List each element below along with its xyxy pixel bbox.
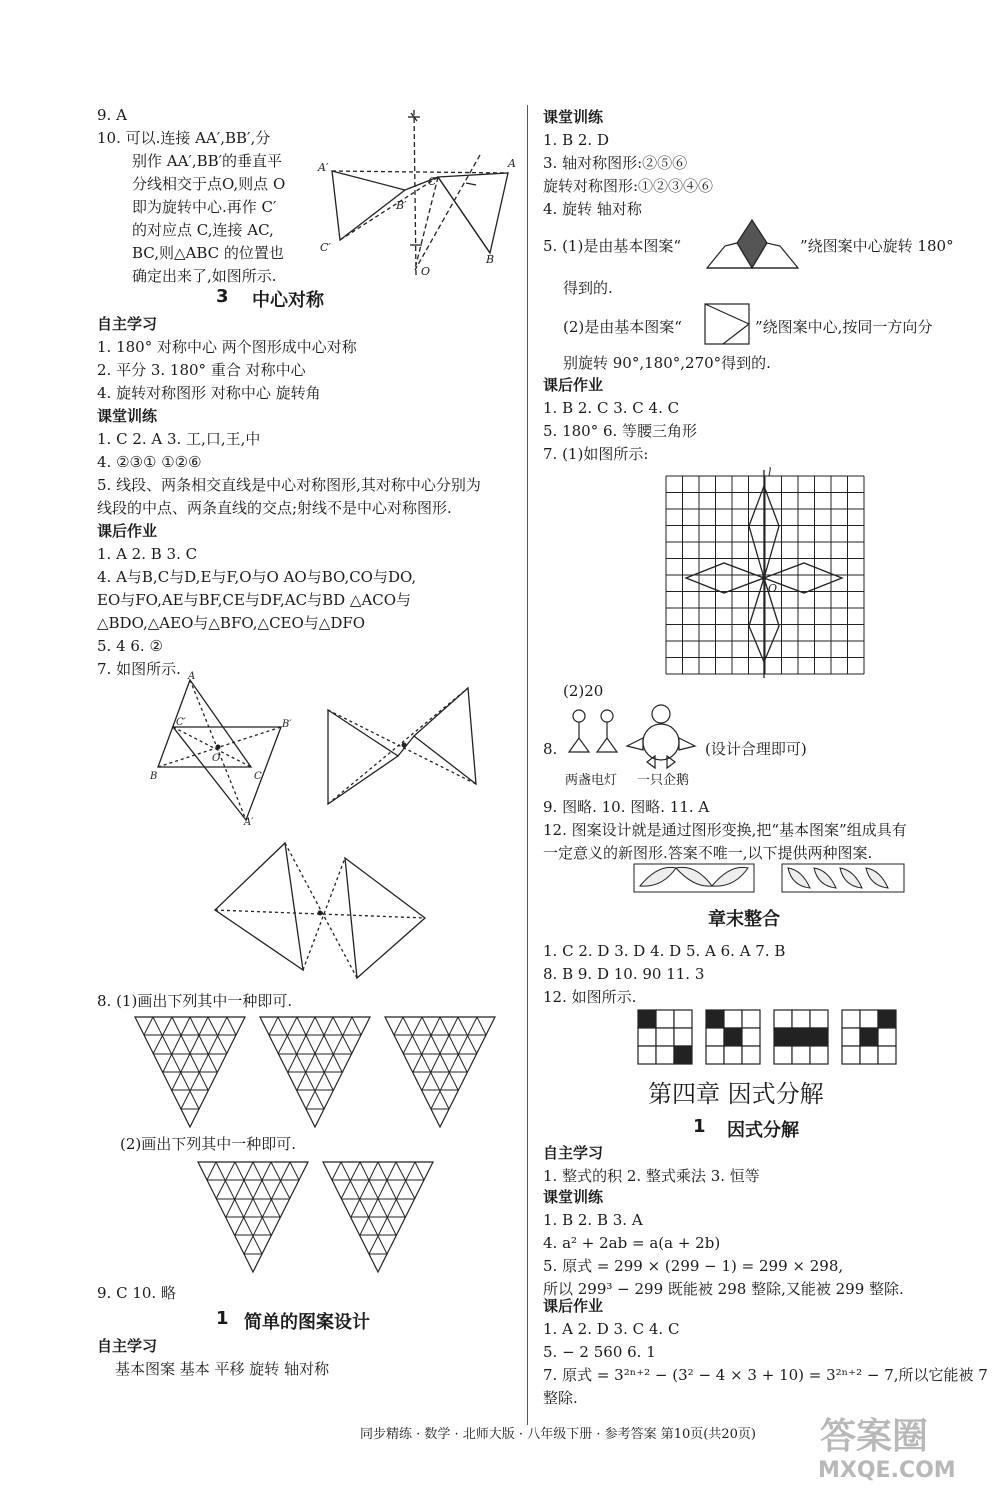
answer-q7b: (2)20 bbox=[563, 682, 604, 700]
heading-ketang: 课堂训练 bbox=[97, 407, 158, 425]
pattern-cell bbox=[742, 1010, 760, 1028]
pattern-cell bbox=[638, 1046, 656, 1064]
kh-line: EO与FO,AE与BF,CE与DF,AC与BD △ACO与 bbox=[97, 591, 412, 609]
zz-line: 1. 180° 对称中心 两个图形成中心对称 bbox=[97, 338, 357, 356]
pattern-cell bbox=[878, 1010, 896, 1028]
kt-line: 3. 轴对称图形:②⑤⑥ bbox=[543, 154, 688, 172]
caption-penguin: 一只企鹅 bbox=[637, 773, 690, 788]
pattern-cell bbox=[656, 1046, 674, 1064]
pattern-cell bbox=[724, 1028, 742, 1046]
label-l: l bbox=[768, 466, 772, 479]
pattern-cell bbox=[706, 1046, 724, 1064]
pattern-cell bbox=[774, 1046, 792, 1064]
basic-pattern-square bbox=[703, 302, 753, 347]
grid-figure bbox=[664, 466, 864, 681]
kh-line: △BDO,△AEO与△BFO,△CEO与△DFO bbox=[97, 614, 366, 632]
label-b-prime: B′ bbox=[396, 199, 407, 212]
pattern-cell bbox=[656, 1028, 674, 1046]
q5a-post: ”绕图案中心旋转 180° bbox=[800, 237, 954, 255]
pattern-cell bbox=[674, 1046, 692, 1064]
pattern-cell bbox=[842, 1010, 860, 1028]
label: B bbox=[150, 771, 158, 782]
label: A′ bbox=[244, 817, 254, 828]
kh-line: 1. B 2. C 3. C 4. C bbox=[543, 399, 680, 417]
answer-q8b: (2)画出下列其中一种即可. bbox=[120, 1135, 297, 1153]
label: O bbox=[212, 753, 221, 764]
central-symmetry-figure-1 bbox=[148, 671, 298, 828]
pattern-cell bbox=[674, 1010, 692, 1028]
kh-line: 整除. bbox=[543, 1389, 578, 1407]
label-o: O bbox=[421, 265, 431, 278]
kh-line: 5. 4 6. ② bbox=[97, 637, 163, 655]
answer-q9-11: 9. 图略. 10. 图略. 11. A bbox=[543, 798, 710, 816]
pattern-cell bbox=[860, 1046, 878, 1064]
pattern-cell bbox=[878, 1046, 896, 1064]
heading-kehou: 课后作业 bbox=[543, 376, 604, 394]
watermark-url: MXQE.COM bbox=[818, 1458, 956, 1483]
zm-line: 12. 如图所示. bbox=[543, 988, 637, 1006]
zz-line: 2. 平分 3. 180° 重合 对称中心 bbox=[97, 361, 306, 379]
q12-line: 一定意义的新图形.答案不唯一,以下提供两种图案. bbox=[543, 844, 873, 862]
leaf-patterns bbox=[632, 862, 907, 894]
section-title: 因式分解 bbox=[727, 1120, 799, 1141]
label-c-prime: C′ bbox=[320, 241, 331, 254]
kt-line: 1. B 2. B 3. A bbox=[543, 1211, 643, 1229]
kt-line: 4. ②③① ①②⑥ bbox=[97, 453, 202, 471]
zz-line: 基本图案 基本 平移 旋转 轴对称 bbox=[115, 1360, 330, 1378]
kh-line: 4. A与B,C与D,E与F,O与O AO与BO,CO与DO, bbox=[97, 568, 417, 586]
q10-line: 分线相交于点O,则点 O bbox=[132, 175, 286, 193]
pattern-cell bbox=[810, 1046, 828, 1064]
pattern-cell bbox=[638, 1010, 656, 1028]
label: C′ bbox=[176, 717, 186, 728]
pattern-cell bbox=[792, 1010, 810, 1028]
kh-line: 7. 如图所示. bbox=[97, 660, 181, 678]
pattern-cell bbox=[842, 1046, 860, 1064]
pattern-cell bbox=[706, 1028, 724, 1046]
heading-zizhu: 自主学习 bbox=[97, 1337, 158, 1355]
q10-line: 即为旋转中心.再作 C′ bbox=[132, 198, 277, 216]
section-title: 中心对称 bbox=[252, 290, 324, 311]
pattern-cell bbox=[706, 1010, 724, 1028]
pattern-cell bbox=[674, 1028, 692, 1046]
column-divider bbox=[527, 105, 528, 1425]
label-a: A bbox=[508, 157, 516, 170]
pattern-cell bbox=[878, 1028, 896, 1046]
kt-line: 4. 旋转 轴对称 bbox=[543, 200, 642, 218]
central-symmetry-figure-2 bbox=[318, 682, 493, 810]
heading-zizhu: 自主学习 bbox=[97, 315, 158, 333]
rotation-figure bbox=[310, 105, 525, 280]
pattern-cell bbox=[792, 1046, 810, 1064]
kh-line: 7. (1)如图所示: bbox=[543, 445, 649, 463]
kh-line: 1. A 2. D 3. C 4. C bbox=[543, 1320, 680, 1338]
kt-line: 1. B 2. D bbox=[543, 131, 609, 149]
heading-kehou: 课后作业 bbox=[97, 522, 158, 540]
label-c: C bbox=[428, 175, 437, 188]
label: C bbox=[254, 771, 262, 782]
q5b-post: ”绕图案中心,按同一方向分 bbox=[755, 318, 933, 336]
kt-line: 5. 线段、两条相交直线是中心对称图形,其对称中心分别为 bbox=[97, 476, 481, 494]
pattern-cell bbox=[774, 1010, 792, 1028]
pattern-cell bbox=[742, 1028, 760, 1046]
caption-lamps: 两盏电灯 bbox=[565, 773, 618, 788]
kh-line: 1. A 2. B 3. C bbox=[97, 545, 198, 563]
triangle-pattern-set-1 bbox=[135, 1013, 515, 1133]
section-title: 简单的图案设计 bbox=[244, 1312, 370, 1333]
kt-line: 4. a² + 2ab = a(a + 2b) bbox=[543, 1234, 721, 1252]
q10-line: 确定出来了,如图所示. bbox=[132, 267, 277, 285]
section-num: 1 bbox=[693, 1116, 706, 1137]
kh-line: 5. 180° 6. 等腰三角形 bbox=[543, 422, 698, 440]
triangle-pattern-set-2 bbox=[198, 1158, 438, 1278]
heading-ketang: 课堂训练 bbox=[543, 1188, 604, 1206]
zm-line: 8. B 9. D 10. 90 11. 3 bbox=[543, 965, 705, 983]
central-symmetry-figure-3 bbox=[205, 838, 435, 988]
kt-line: 旋转对称图形:①②③④⑥ bbox=[543, 177, 714, 195]
kt-line: 1. C 2. A 3. 工,口,王,中 bbox=[97, 430, 261, 448]
pattern-cell bbox=[742, 1046, 760, 1064]
label-a-prime: A′ bbox=[318, 161, 329, 174]
pattern-cell bbox=[656, 1010, 674, 1028]
q10-line: 10. 可以.连接 AA′,BB′,分 bbox=[97, 129, 271, 147]
q5a-pre: 5. (1)是由基本图案“ bbox=[543, 237, 681, 255]
kh-line: 5. − 2 560 6. 1 bbox=[543, 1343, 656, 1361]
pattern-cell bbox=[860, 1010, 878, 1028]
pattern-cell bbox=[774, 1028, 792, 1046]
watermark-logo: 答案圈 bbox=[820, 1416, 929, 1457]
design-lamps-penguin bbox=[565, 702, 705, 772]
answer-q8a: 8. (1)画出下列其中一种即可. bbox=[97, 992, 293, 1010]
kh-line: 7. 原式 = 3²ⁿ⁺² − (3² − 4 × 3 + 10) = 3²ⁿ⁺² − 7,所以它能被 7 bbox=[543, 1366, 988, 1384]
q10-line: 的对应点 C,连接 AC, bbox=[132, 221, 274, 239]
section-num: 1 bbox=[216, 1308, 229, 1329]
answer-q9: 9. A bbox=[97, 106, 127, 124]
chapter-summary-title: 章末整合 bbox=[708, 909, 780, 930]
section-num: 3 bbox=[216, 286, 229, 307]
zz-line: 1. 整式的积 2. 整式乘法 3. 恒等 bbox=[543, 1167, 760, 1185]
q10-line: BC,则△ABC 的位置也 bbox=[132, 244, 284, 262]
page-footer: 同步精练 · 数学 · 北师大版 · 八年级下册 · 参考答案 第10页(共20页) bbox=[360, 1427, 756, 1442]
label-o: O bbox=[768, 582, 778, 595]
pattern-cell bbox=[842, 1028, 860, 1046]
chapter-title: 第四章 因式分解 bbox=[648, 1080, 824, 1108]
pattern-cell bbox=[860, 1028, 878, 1046]
pattern-cell bbox=[724, 1010, 742, 1028]
heading-zizhu: 自主学习 bbox=[543, 1144, 604, 1162]
pattern-cell bbox=[724, 1046, 742, 1064]
zm-line: 1. C 2. D 3. D 4. D 5. A 6. A 7. B bbox=[543, 942, 786, 960]
q5b-end: 别旋转 90°,180°,270°得到的. bbox=[563, 354, 771, 372]
kt-line: 所以 299³ − 299 既能被 298 整除,又能被 299 整除. bbox=[543, 1280, 904, 1298]
kt-line: 线段的中点、两条直线的交点;射线不是中心对称图形. bbox=[97, 499, 452, 517]
heading-kehou: 课后作业 bbox=[543, 1297, 604, 1315]
q5a-end: 得到的. bbox=[563, 279, 613, 297]
q12-line: 12. 图案设计就是通过图形变换,把“基本图案”组成具有 bbox=[543, 821, 907, 839]
answer-q9-10: 9. C 10. 略 bbox=[97, 1284, 176, 1302]
label: B′ bbox=[282, 719, 292, 730]
pattern-cell bbox=[810, 1010, 828, 1028]
square-grid-patterns bbox=[636, 1008, 911, 1068]
basic-pattern-diamond bbox=[705, 218, 800, 276]
label-b: B bbox=[486, 253, 495, 266]
heading-ketang: 课堂训练 bbox=[543, 108, 604, 126]
pattern-cell bbox=[810, 1028, 828, 1046]
pattern-cell bbox=[792, 1028, 810, 1046]
q8-pre: 8. bbox=[543, 740, 558, 758]
kt-line: 5. 原式 = 299 × (299 − 1) = 299 × 298, bbox=[543, 1257, 844, 1275]
q8-note: (设计合理即可) bbox=[705, 740, 807, 758]
pattern-cell bbox=[638, 1028, 656, 1046]
q10-line: 别作 AA′,BB′的垂直平 bbox=[132, 152, 283, 170]
label: A bbox=[188, 671, 196, 682]
q5b-pre: (2)是由基本图案“ bbox=[563, 318, 682, 336]
zz-line: 4. 旋转对称图形 对称中心 旋转角 bbox=[97, 384, 321, 402]
